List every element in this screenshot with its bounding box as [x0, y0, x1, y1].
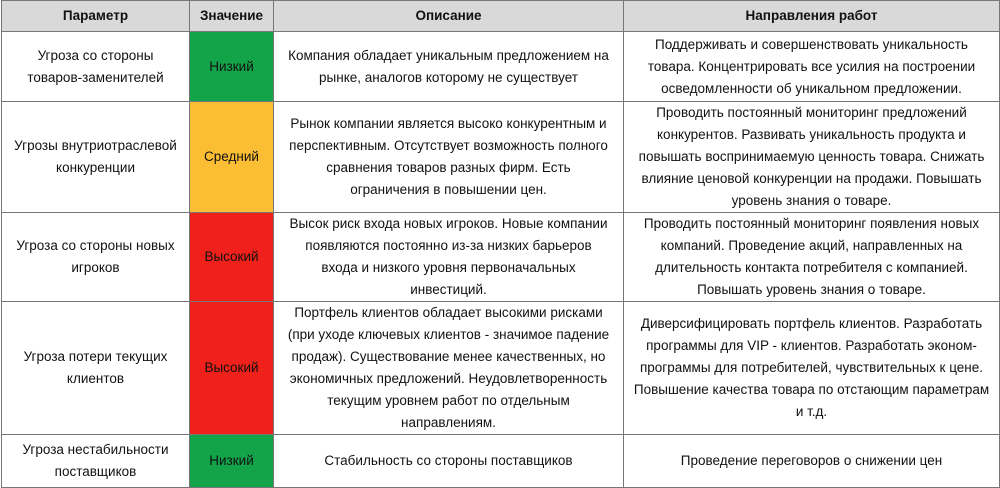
param-cell: Угроза потери текущих клиентов	[2, 302, 190, 435]
param-cell: Угрозы внутриотраслевой конкуренции	[2, 102, 190, 213]
header-directions: Направления работ	[624, 1, 1000, 32]
param-cell: Угроза нестабильности поставщиков	[2, 435, 190, 488]
description-cell: Высок риск входа новых игроков. Новые компании появляются постоянно из-за низких барьеров входа и низкого уровня первоначальных инвестиций.	[274, 213, 624, 302]
level-badge: Средний	[190, 102, 274, 213]
table-row	[2, 32, 1000, 102]
header-param: Параметр	[2, 1, 190, 32]
table-row	[2, 213, 1000, 302]
directions-cell: Поддерживать и совершенствовать уникальность товара. Концентрировать все усилия на построении осведомленности об уникальном предложении.	[624, 32, 1000, 102]
porter-forces-table	[1, 0, 1000, 488]
description-cell: Стабильность со стороны поставщиков	[274, 435, 624, 488]
directions-cell: Проводить постоянный мониторинг предложений конкурентов. Развивать уникальность продукта и повышать воспринимаемую ценность товара. Снижать влияние ценовой конкуренции на продажи. Повышать уровень знания о товаре.	[624, 102, 1000, 213]
table-row	[2, 302, 1000, 435]
level-badge: Высокий	[190, 302, 274, 435]
table-row	[2, 435, 1000, 488]
description-cell: Рынок компании является высоко конкурентным и перспективным. Отсутствует возможность полного сравнения товаров разных фирм. Есть ограничения в повышении цен.	[274, 102, 624, 213]
directions-cell: Проведение переговоров о снижении цен	[624, 435, 1000, 488]
level-badge: Низкий	[190, 32, 274, 102]
table-row	[2, 102, 1000, 213]
header-row	[2, 1, 1000, 32]
param-cell: Угроза со стороны новых игроков	[2, 213, 190, 302]
description-cell: Компания обладает уникальным предложением на рынке, аналогов которому не существует	[274, 32, 624, 102]
level-badge: Низкий	[190, 435, 274, 488]
directions-cell: Диверсифицировать портфель клиентов. Разработать программы для VIP - клиентов. Разработать эконом-программы для потребителей, чувствительных к цене. Повышение качества товара по отстающим параметрам и т.д.	[624, 302, 1000, 435]
directions-cell: Проводить постоянный мониторинг появления новых компаний. Проведение акций, направленных на длительность контакта потребителя с компанией. Повышать уровень знания о товаре.	[624, 213, 1000, 302]
param-cell: Угроза со стороны товаров-заменителей	[2, 32, 190, 102]
header-value: Значение	[190, 1, 274, 32]
level-badge: Высокий	[190, 213, 274, 302]
header-description: Описание	[274, 1, 624, 32]
description-cell: Портфель клиентов обладает высокими рисками (при уходе ключевых клиентов - значимое падение продаж). Существование менее качественных, но экономичных предложений. Неудовлетворенность текущим уровнем работ по отдельным направлениям.	[274, 302, 624, 435]
